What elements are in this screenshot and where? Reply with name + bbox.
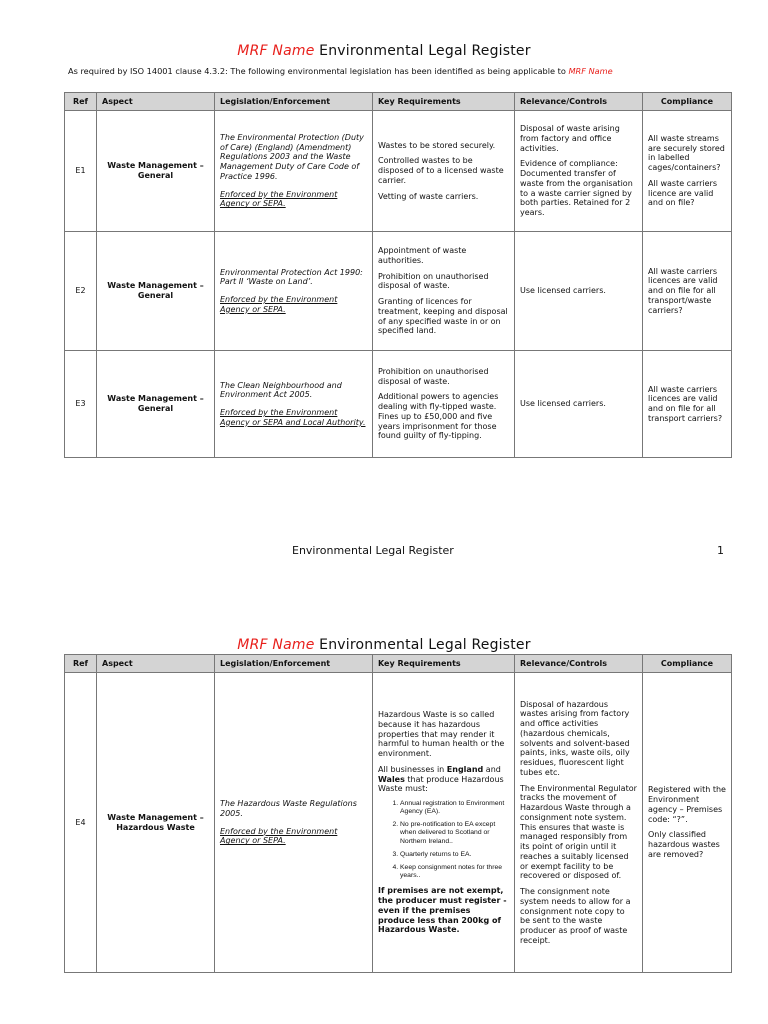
list-item: 4. Keep consignment notes for three years.. (400, 864, 509, 880)
compliance-cell (643, 673, 732, 973)
requirement-item: Controlled wastes to be disposed of to a licensed waste carrier. (378, 156, 504, 185)
legislation-cell (215, 673, 373, 973)
page-number: 1 (717, 544, 724, 557)
requirement-text: that produce Hazardous Waste must: (378, 774, 504, 794)
compliance-cell (643, 351, 732, 458)
requirement-item (378, 765, 509, 794)
compliance-cell (643, 111, 732, 232)
requirement-item: Prohibition on unauthorised disposal of waste. (378, 271, 489, 291)
list-item: 2. No pre-notification to EA except when delivered to Scotland or Northern Ireland.. (400, 821, 509, 845)
requirement-item: Hazardous Waste is so called because it has hazardous properties that may render it harmful to human health or the environment. (378, 710, 505, 758)
key-requirements-cell (373, 232, 515, 351)
footer-title: Environmental Legal Register (292, 544, 454, 557)
requirement-item: Prohibition on unauthorised disposal of waste. (378, 366, 489, 386)
mrf-name-placeholder: MRF Name (237, 43, 315, 59)
key-requirements-cell (373, 351, 515, 458)
ref-cell: E2 (65, 232, 97, 351)
requirement-item: Additional powers to agencies dealing with fly-tipped waste. Fines up to £50,000 and five years imprisonment for those found guilty of fly-tipping. (378, 392, 499, 441)
compliance-item: Only classified hazardous wastes are removed? (648, 830, 720, 859)
intro-text: As required by ISO 14001 clause 4.3.2: The following environmental legislation has been identified as being applicable to (68, 66, 569, 76)
wales-label: Wales (378, 774, 405, 784)
requirement-item: Granting of licences for treatment, keeping and disposal of any specified waste in or on specified land. (378, 297, 508, 336)
header-compliance: Compliance (643, 655, 732, 673)
ref-cell: E1 (65, 111, 97, 232)
relevance-item: Use licensed carriers. (520, 286, 606, 296)
aspect-cell: Waste Management – General (97, 232, 215, 351)
compliance-item: All waste streams are securely stored in labelled cages/containers? (648, 133, 725, 173)
relevance-item: The consignment note system needs to allow for a consignment note copy to be sent to the waste producer as proof of waste receipt. (520, 887, 631, 945)
table-header-row (65, 655, 732, 673)
relevance-cell (515, 111, 643, 232)
aspect-cell: Waste Management – General (97, 351, 215, 458)
relevance-cell (515, 351, 643, 458)
compliance-item: All waste carriers licences are valid and on file for all transport/waste carriers? (648, 266, 718, 315)
intro-statement (68, 66, 613, 76)
header-legislation: Legislation/Enforcement (215, 93, 373, 111)
key-requirements-cell (373, 673, 515, 973)
legislation-cell (215, 111, 373, 232)
header-relevance: Relevance/Controls (515, 93, 643, 111)
register-title: Environmental Legal Register (319, 637, 531, 653)
requirement-warning: If premises are not exempt, the producer must register - even if the premises produce less than 200kg of Hazardous Waste. (378, 886, 507, 935)
ref-cell: E3 (65, 351, 97, 458)
register-title: Environmental Legal Register (319, 43, 531, 59)
header-aspect: Aspect (97, 93, 215, 111)
table-row (65, 673, 732, 973)
table-row (65, 351, 732, 458)
mrf-name-placeholder: MRF Name (237, 637, 315, 653)
legislation-text: The Hazardous Waste Regulations 2005. (220, 799, 357, 818)
requirement-item: Vetting of waste carriers. (378, 191, 479, 201)
relevance-item: Disposal of waste arising from factory and office activities. (520, 124, 620, 153)
requirement-text: All businesses in (378, 764, 447, 774)
page-title (0, 43, 768, 59)
requirement-list (378, 800, 509, 880)
relevance-item: Use licensed carriers. (520, 399, 606, 409)
legislation-cell (215, 232, 373, 351)
requirement-item: Wastes to be stored securely. (378, 140, 496, 150)
compliance-item: All waste carriers licence are valid and on file? (648, 178, 718, 208)
header-compliance: Compliance (643, 93, 732, 111)
key-requirements-cell (373, 111, 515, 232)
england-label: England (446, 764, 484, 774)
header-aspect: Aspect (97, 655, 215, 673)
compliance-cell (643, 232, 732, 351)
header-key-requirements: Key Requirements (373, 93, 515, 111)
list-item: 1. Annual registration to Environment Agency (EA). (400, 800, 509, 816)
header-key-requirements: Key Requirements (373, 655, 515, 673)
relevance-item: The Environmental Regulator tracks the movement of Hazardous Waste through a consignment note system. This ensures that waste is managed responsibly from its point of origin until it reaches a suitably licensed or exempt facility to be recovered or disposed of. (520, 783, 637, 881)
enforcement-text: Enforced by the Environment Agency or SEPA. (220, 826, 338, 846)
legislation-text: Environmental Protection Act 1990: Part II ‘Waste on Land’. (220, 267, 363, 287)
relevance-item: Disposal of hazardous wastes arising from factory and office activities (hazardous chemicals, solvents and solvent-based paints, inks, waste oils, oily residues, fluorescent light tubes etc. (520, 699, 630, 777)
legislation-cell (215, 351, 373, 458)
header-relevance: Relevance/Controls (515, 655, 643, 673)
aspect-cell: Waste Management – General (97, 111, 215, 232)
enforcement-text: Enforced by the Environment Agency or SEPA and Local Authority. (220, 408, 366, 427)
page-title (0, 637, 768, 653)
requirement-item: Appointment of waste authorities. (378, 246, 467, 265)
header-ref: Ref (65, 93, 97, 111)
enforcement-text: Enforced by the Environment Agency or SEPA. (220, 295, 338, 314)
legal-register-table (64, 654, 732, 973)
table-row (65, 111, 732, 232)
header-legislation: Legislation/Enforcement (215, 655, 373, 673)
legislation-text: The Clean Neighbourhood and Environment Act 2005. (220, 380, 342, 400)
compliance-item: Registered with the Environment agency – Premises code: “?”. (648, 785, 726, 824)
list-item: 3. Quarterly returns to EA. (400, 851, 509, 859)
compliance-item: All waste carriers licences are valid and on file for all transport carriers? (648, 384, 723, 423)
relevance-cell (515, 232, 643, 351)
legal-register-table (64, 92, 732, 458)
enforcement-text: Enforced by the Environment Agency or SEPA. (220, 189, 338, 209)
aspect-cell: Waste Management – Hazardous Waste (97, 673, 215, 973)
relevance-item: Evidence of compliance: Documented transfer of waste from the organisation to a waste carrier signed by both parties. Retained for 2 years. (520, 159, 633, 218)
legislation-text: The Environmental Protection (Duty of Care) (England) (Amendment) Regulations 2003 and the Waste Management Duty of Care Code of Practice 1996. (220, 132, 364, 181)
ref-cell: E4 (65, 673, 97, 973)
table-header-row (65, 93, 732, 111)
relevance-cell (515, 673, 643, 973)
header-ref: Ref (65, 655, 97, 673)
table-row (65, 232, 732, 351)
intro-mrf-name: MRF Name (568, 66, 613, 76)
requirement-text: and (483, 764, 501, 774)
